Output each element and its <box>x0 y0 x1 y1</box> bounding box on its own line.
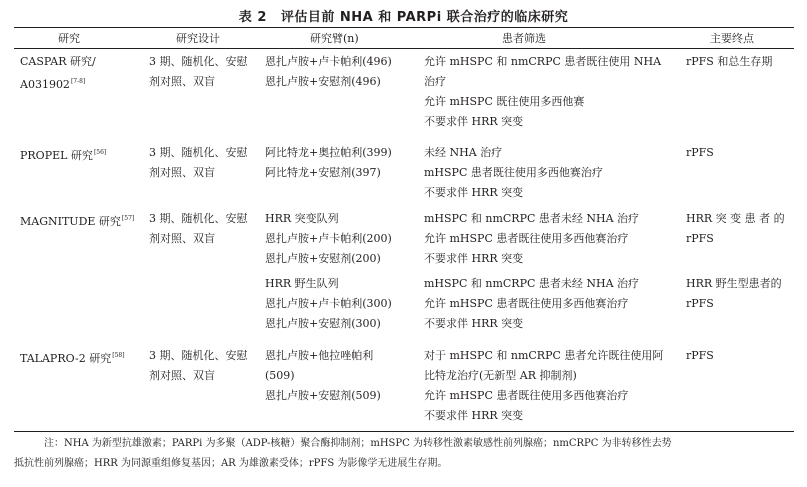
row-talapro-arms: 恩扎卢胺+他拉唑帕利 (509) 恩扎卢胺+安慰剂(509) <box>265 349 381 402</box>
row-caspar-screening: 允许 mHSPC 和 nmCRPC 患者既往使用 NHA 治疗 允许 mHSPC 既往使用多西他赛 不要求伴 HRR 突变 <box>424 55 662 128</box>
table-caption <box>0 6 807 25</box>
row-magnitude-cohort2-screening: mHSPC 和 nmCRPC 患者未经 NHA 治疗 允许 mHSPC 患者既往使用多西他赛治疗 不要求伴 HRR 突变 <box>424 277 640 330</box>
row-magnitude-cohort2-arms: HRR 野生队列 恩扎卢胺+卢卡帕利(300) 恩扎卢胺+安慰剂(300) <box>265 277 392 330</box>
row-propel-screening: 未经 NHA 治疗 mHSPC 患者既往使用多西他赛治疗 不要求伴 HRR 突变 <box>424 146 603 199</box>
row-caspar-design: 3 期、随机化、安慰 剂对照、双盲 <box>149 55 248 88</box>
header-rule <box>14 48 794 49</box>
row-caspar-endpoint: rPFS 和总生存期 <box>686 55 773 68</box>
row-magnitude-study: MAGNITUDE 研究[57] <box>20 215 135 228</box>
table-footnote <box>14 434 794 474</box>
top-rule <box>14 27 794 28</box>
header-design: 研究设计 <box>176 32 220 45</box>
row-magnitude-design: 3 期、随机化、安慰 剂对照、双盲 <box>149 212 248 245</box>
footnote-line1: NHA 为新型抗雄激素；PARPi 为多聚（ADP-核糖）聚合酶抑制剂；mHSPC 为转移性激素敏感性前列腺癌；nmCRPC 为非转移性去势 <box>64 438 672 449</box>
footnote-label: 注： <box>44 438 64 449</box>
row-magnitude-cohort1-arms: HRR 突变队列 恩扎卢胺+卢卡帕利(200) 恩扎卢胺+安慰剂(200) <box>265 212 392 265</box>
row-magnitude-cohort1-screening: mHSPC 和 nmCRPC 患者未经 NHA 治疗 允许 mHSPC 患者既往使用多西他赛治疗 不要求伴 HRR 突变 <box>424 212 640 265</box>
row-talapro-screening: 对于 mHSPC 和 nmCRPC 患者允许既往使用阿 比特龙治疗(无新型 AR 抑制剂) 允许 mHSPC 患者既往使用多西他赛治疗 不要求伴 HRR 突变 <box>424 349 664 422</box>
row-magnitude-cohort1-endpoint: HRR 突 变 患 者 的 rPFS <box>686 212 785 245</box>
table-title: 评估目前 NHA 和 PARPi 联合治疗的临床研究 <box>280 10 569 25</box>
row-propel-study: PROPEL 研究[56] <box>20 149 107 162</box>
table-number: 表 2 <box>238 10 267 25</box>
row-propel-endpoint: rPFS <box>686 146 714 159</box>
footnote-line2: 抵抗性前列腺癌；HRR 为同源重组修复基因；AR 为雄激素受体；rPFS 为影像学无进展生存期。 <box>14 458 448 469</box>
bottom-rule <box>14 431 794 432</box>
row-caspar-arms: 恩扎卢胺+卢卡帕利(496) 恩扎卢胺+安慰剂(496) <box>265 55 392 88</box>
header-screening: 患者筛选 <box>502 32 546 45</box>
header-endpoint: 主要终点 <box>710 32 754 45</box>
row-propel-arms: 阿比特龙+奥拉帕利(399) 阿比特龙+安慰剂(397) <box>265 146 392 179</box>
row-propel-design: 3 期、随机化、安慰 剂对照、双盲 <box>149 146 248 179</box>
row-magnitude-cohort2-endpoint: HRR 野生型患者的 rPFS <box>686 277 782 310</box>
row-caspar-study: CASPAR 研究/ A031902[7-8] <box>20 55 96 91</box>
header-arms: 研究臂(n) <box>310 32 359 45</box>
row-talapro-study: TALAPRO-2 研究[58] <box>20 352 125 365</box>
row-talapro-design: 3 期、随机化、安慰 剂对照、双盲 <box>149 349 248 382</box>
row-talapro-endpoint: rPFS <box>686 349 714 362</box>
header-study: 研究 <box>58 32 80 45</box>
